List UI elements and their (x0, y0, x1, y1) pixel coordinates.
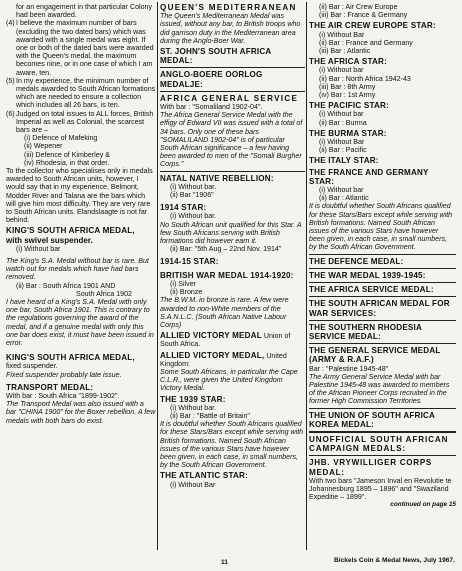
section-heading: THE PACIFIC STAR: (309, 101, 389, 111)
column-rule (157, 2, 158, 550)
scarce-bar: (i) Defence of Mafeking (24, 134, 98, 143)
note-text: Some South Africans, in particular the Cape C.L.R., were given the United Kingdom Victory Medal. (160, 367, 298, 393)
page-number: 11 (221, 559, 228, 566)
column-right (309, 3, 456, 510)
section-heading: QUEEN'S MEDITERRANEAN (160, 3, 297, 12)
bar-item: (ii) Bar : South Africa 1901 AND (16, 281, 116, 290)
note-text: The B.W.M. in bronze is rare. A few were awarded to non-White members of the S.A.N.L.C. (South African Native Labour Corps) (160, 296, 289, 329)
numbered-item: (5) In my experience, the minimum number of medals awarded to South African formations which are needed to ensure a collection which includes all 26 bars, is ten. (6, 76, 156, 110)
bar-item: (ii) Bar : France and Germany (319, 38, 413, 47)
bar-item: (i) Without bar (319, 110, 364, 119)
section-heading: THE AFRICA SERVICE MEDAL: (309, 285, 434, 295)
bar-item: (i) Without Bar (319, 138, 365, 147)
section-heading: KING'S SOUTH AFRICA MEDAL, (6, 226, 135, 236)
section-heading: THE GENERAL SERVICE MEDAL (ARMY & R.A.F.) (309, 346, 441, 365)
section-heading: THE UNION OF SOUTH AFRICA KOREA MEDAL: (309, 410, 435, 429)
section-heading: THE BURMA STAR: (309, 128, 387, 138)
bar-item: (ii) Bar : North Africa 1942-43 (319, 74, 411, 83)
bar-item: (iii) Bar : Atlantic (319, 47, 371, 56)
section-heading-line (160, 331, 305, 348)
section-heading: THE FRANCE AND GERMANY STAR: (309, 167, 429, 186)
bar-item: (i) Without bar (319, 66, 364, 75)
section-subheading: fixed suspender. (6, 362, 58, 371)
bar-item: (iii) Bar : 8th Army (319, 82, 376, 91)
scarce-bar: (iv) Rhodesia, in that order. (24, 158, 110, 167)
note-text: It is doubtful whether South Africans qualified for these Stars/Bars except while serving with British formations. Named South African issues of the various Stars have however been given, in each case, in small numbers, by the South African Government. (309, 202, 453, 252)
bar-item: With bar : South Africa "1899-1902". (6, 391, 120, 400)
heading-tail: United Kingdom: (160, 351, 287, 368)
section-heading: TRANSPORT MEDAL: (6, 382, 94, 392)
bar-item: (ii) Bar "1906" (170, 191, 214, 200)
section-heading: THE ATLANTIC STAR: (160, 471, 248, 481)
section-heading: THE DEFENCE MEDAL: (309, 256, 404, 266)
bar-item: (i) Without bar (319, 186, 364, 195)
column-middle (160, 3, 305, 489)
scarce-bar: (ii) Wepener (24, 142, 63, 151)
bar-item: (ii) Bronze (170, 288, 203, 297)
numbered-item: (6) Judged on total issues to ALL forces, British Imperial as well as Colonial, the scarcest bars are – (6, 109, 154, 135)
section-heading: ALLIED VICTORY MEDAL, (160, 350, 265, 360)
note-text: The Transport Medal was also issued with a bar "CHINA 1900" for the Boxer rebellion. A few medals with both bars do exist. (6, 400, 156, 425)
note-text: The Queen's Mediterranean Medal was issued, without any bar, to British troops who did garrison duty in the Mediterranean area during the Anglo-Boer War. (160, 12, 301, 45)
bar-item: With bar : "Somaliland 1902-04". (160, 103, 263, 112)
bar-item: (iii) Bar : France & Germany (319, 11, 408, 20)
bar-item: (i) Without bar. (170, 182, 217, 191)
bar-item: (ii) Bar : Pacific (319, 146, 367, 155)
bar-item: Bar : "Palestine 1945-48" (309, 364, 389, 373)
note-text: It is doubtful whether South Africans qualified for these Stars/Bars except while serving with British formations. Named South African issues of the various Stars have however been given, in each case, in small numbers, by the South African Government. (160, 420, 304, 470)
section-heading: KING'S SOUTH AFRICA MEDAL, (6, 353, 135, 363)
section-heading: UNOFFICIAL SOUTH AFRICAN CAMPAIGN MEDALS: (309, 434, 449, 454)
note-text: Fixed suspender probably late issue. (6, 370, 122, 379)
section-heading: THE SOUTH AFRICAN MEDAL FOR WAR SERVICES: (309, 299, 450, 318)
bar-item: (i) Without Bar (170, 480, 216, 489)
bar-item: (ii) Bar : Air Crew Europe (319, 3, 398, 11)
section-heading: 1914-15 STAR: (160, 257, 219, 267)
bar-item: (ii) Bar : Atlantic (319, 194, 369, 203)
section-heading: ANGLO-BOERE OORLOG MEDALJE: (160, 70, 263, 89)
section-subheading: with swivel suspender. (6, 235, 93, 245)
numbered-item: (4) I believe the maximum number of bars (excluding the two dated bars) which was awarded with a single medal was eight. If one or both of the dated bars were awarded with the Queen's medal, the maximum becomes nine, or in one case of which I am aware, ten. (6, 19, 154, 77)
publication-credit: Bickels Coin & Medal News, July 1967. (334, 557, 455, 564)
column-left (6, 3, 156, 425)
note-text: The King's S.A. Medal without bar is rare. But watch out for medals which have had bars removed. (6, 256, 149, 282)
section-heading: JHB. VRYWILLIGER CORPS MEDAL: (309, 458, 433, 477)
continued-note: continued on page 15 (390, 501, 456, 509)
note-text: No South African unit qualified for this Star. A few South Africans serving with British formations did however earn it. (160, 220, 302, 246)
bar-item: (i) Without bar. (170, 212, 217, 221)
note-text: The Africa General Service Medal with the effigy of Edward VII was issued with a total of 34 bars. Only one of these bars "SOMALILAND 1902-04" is of particular South African significance – a few having been awarded to men of the "Somali Burgher Corps." (160, 111, 303, 169)
bar-item: (ii) Bar: "5th Aug – 22nd Nov. 1914" (170, 245, 282, 254)
collector-paragraph: To the collector who specialises only in medals awarded to South African units, however, I would say that in my experience, Belmont, Modder River and Talana are the bars which will give him most difficulty. They are very rare to South African units. Elandslaagte is not far behind. (6, 167, 153, 225)
section-heading: 1914 STAR: (160, 203, 207, 213)
section-heading: THE AFRICA STAR: (309, 57, 387, 67)
section-heading: ALLIED VICTORY MEDAL (160, 331, 262, 341)
note-text: With two bars "Jameson Inval en Revolutie te Johannesburg 1895 – 1896" and "Swaziland Expeditie – 1899". (309, 476, 452, 502)
bar-item: (iv) Bar : 1st Army (319, 91, 376, 100)
section-heading: AFRICA GENERAL SERVICE (160, 93, 299, 103)
bar-item: South Africa 1902 (76, 289, 133, 298)
section-heading: THE 1939 STAR: (160, 394, 226, 404)
column-rule (306, 2, 307, 550)
section-heading-line (160, 351, 305, 368)
scarce-bar: (iii) Defence of Kimberley & (24, 150, 110, 159)
section-heading: THE ITALY STAR: (309, 156, 379, 166)
note-text: I have heard of a King's S.A. Medal with only one bar, South Africa 1901. This is contrary to the regulations governing the award of the medal, and if a genuine medal with only this one bar does exist, it must have been issued in error. (6, 297, 154, 347)
bar-item: (i) Silver (170, 279, 197, 288)
section-heading: BRITISH WAR MEDAL 1914-1920: (160, 270, 294, 280)
bar-item: (ii) Bar : "Battle of Britain" (170, 411, 250, 420)
section-heading: THE AIR CREW EUROPE STAR: (309, 21, 436, 31)
intro-text: for an engagement in that particular Colony had been awarded. (16, 3, 153, 20)
section-heading: THE WAR MEDAL 1939-1945: (309, 270, 426, 280)
bar-item: (ii) Bar : Burma (319, 118, 367, 127)
bar-item: (i) Without bar (16, 244, 61, 253)
section-heading: THE SOUTHERN RHODESIA SERVICE MEDAL: (309, 322, 422, 341)
bar-item: (i) Without bar. (170, 403, 217, 412)
heading-tail: Union of South Africa. (160, 332, 291, 349)
note-text: The Army General Service Medal with bar Palestine 1945-48 was awarded to members of the African Pioneer Corps recruited in the former High Commission Territories. (309, 372, 450, 406)
section-heading: ST. JOHN'S SOUTH AFRICA MEDAL: (160, 47, 272, 66)
bar-item: (i) Without Bar (319, 30, 365, 39)
section-heading: NATAL NATIVE REBELLION: (160, 173, 274, 183)
